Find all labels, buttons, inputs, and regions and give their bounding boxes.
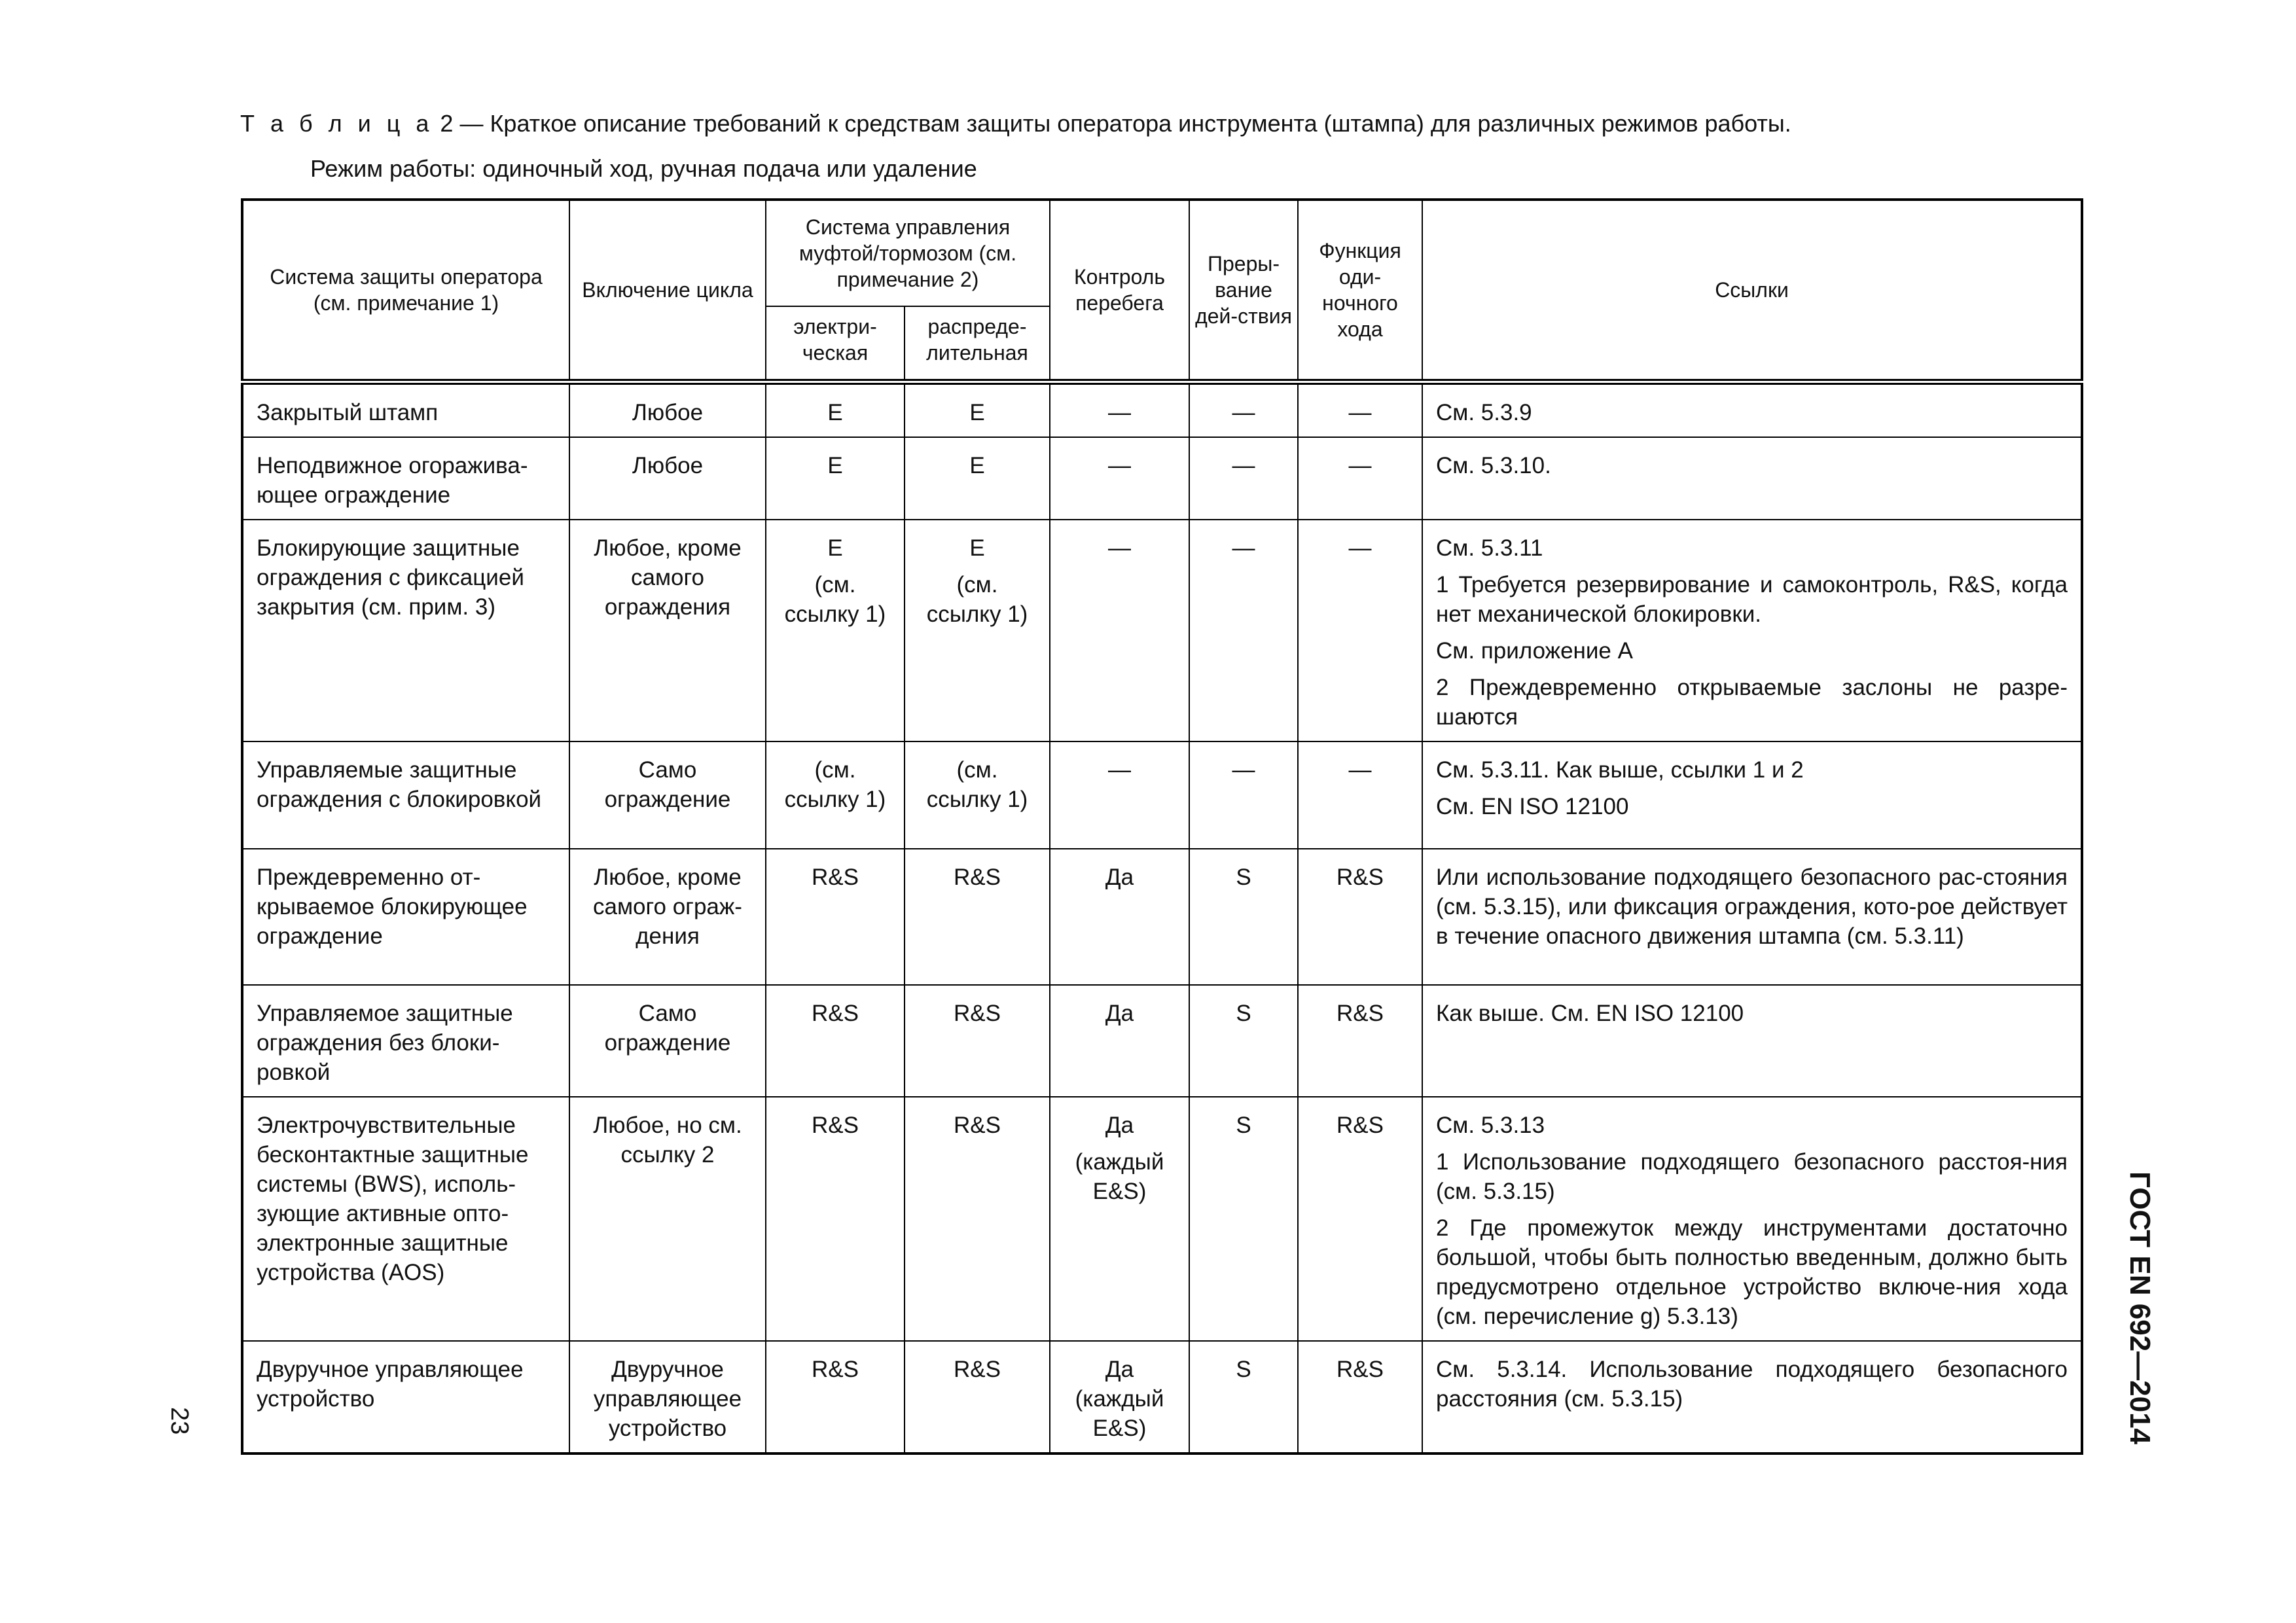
cell-distributor-line: R&S [954,1113,1001,1138]
cell-overrun [1050,382,1189,438]
table-row [242,437,2082,520]
cell-electric [766,1097,905,1341]
cell-electric-line: (см. ссылку 1) [784,572,886,627]
cell-distributor [905,985,1050,1097]
cell-interrupt: S [1189,849,1298,985]
cell-overrun-line: — [1108,400,1132,425]
cell-interrupt: — [1189,520,1298,741]
cell-cycle: Любое [569,437,766,520]
cell-distributor-line: (см. ссылку 1) [926,757,1028,812]
cell-distributor [905,1097,1050,1341]
cell-distributor-line: R&S [954,1001,1001,1026]
requirements-table [241,198,2083,1455]
header-row [242,200,2082,306]
cell-overrun-line: (каждый E&S) [1075,1149,1164,1204]
cell-distributor [905,849,1050,985]
cell-distributor [905,437,1050,520]
cell-electric [766,382,905,438]
table-row [242,849,2082,985]
cell-single-stroke: — [1298,382,1422,438]
cell-references-line: 1 Использование подходящего безопасного расстоя-ния (см. 5.3.15) [1436,1149,2068,1204]
cell-distributor-line: E [969,400,985,425]
table-body [242,382,2082,1454]
cell-references-line: См. 5.3.9 [1436,400,1532,425]
cell-references-line: См. 5.3.11 [1436,535,1543,561]
cell-references [1422,1341,2082,1454]
table-row [242,741,2082,849]
cell-distributor-line: R&S [954,1357,1001,1382]
cell-electric-line: R&S [812,865,859,890]
cell-electric-line: E [827,453,843,478]
cell-interrupt: S [1189,985,1298,1097]
cell-electric [766,741,905,849]
header-protection: Система защиты оператора (см. примечание 1) [242,200,569,382]
cell-overrun [1050,1097,1189,1341]
cell-overrun-line: Да [1105,865,1134,890]
header-cycle: Включение цикла [569,200,766,382]
cell-protection: Управляемое защитные ограждения без блоки-ровкой [242,985,569,1097]
cell-protection: Двуручное управляющее устройство [242,1341,569,1454]
cell-electric [766,985,905,1097]
cell-interrupt: S [1189,1341,1298,1454]
cell-overrun-line: Да [1105,1113,1134,1138]
cell-single-stroke: R&S [1298,1341,1422,1454]
cell-distributor-line: R&S [954,865,1001,890]
cell-references-line: 2 Преждевременно открываемые заслоны не разре-шаются [1436,675,2068,730]
cell-overrun-line: — [1108,453,1132,478]
cell-single-stroke: R&S [1298,985,1422,1097]
cell-electric-line: E [827,535,843,561]
cell-distributor [905,520,1050,741]
cell-overrun [1050,849,1189,985]
table-row [242,1341,2082,1454]
cell-single-stroke: R&S [1298,849,1422,985]
cell-protection: Блокирующие защитные ограждения с фиксацией закрытия (см. прим. 3) [242,520,569,741]
cell-references-line: Как выше. См. EN ISO 12100 [1436,1001,1744,1026]
cell-references [1422,437,2082,520]
cell-protection: Преждевременно от-крываемое блокирующее ограждение [242,849,569,985]
cell-references-line: 1 Требуется резервирование и самоконтроль, R&S, когда нет механической блокировки. [1436,572,2068,627]
cell-distributor-line: E [969,453,985,478]
cell-references-line: См. 5.3.11. Как выше, ссылки 1 и 2 [1436,757,1804,783]
cell-overrun-line: — [1108,757,1132,783]
table-row [242,1097,2082,1341]
cell-overrun [1050,1341,1189,1454]
cell-single-stroke: — [1298,741,1422,849]
cell-interrupt: — [1189,741,1298,849]
cell-interrupt: S [1189,1097,1298,1341]
table-caption-label: Т а б л и ц а [240,110,434,137]
cell-single-stroke: — [1298,520,1422,741]
cell-electric [766,849,905,985]
table-row [242,985,2082,1097]
cell-electric-line: (см. ссылку 1) [784,757,886,812]
cell-protection: Электрочувствительные бесконтактные защитные системы (BWS), исполь-зующие активные опто-электронные защитные устройства (AOS) [242,1097,569,1341]
document-code: ГОСТ EN 692—2014 [2124,1171,2156,1445]
cell-distributor-line: (см. ссылку 1) [926,572,1028,627]
cell-single-stroke: R&S [1298,1097,1422,1341]
cell-interrupt: — [1189,437,1298,520]
cell-references-line: См. 5.3.13 [1436,1113,1545,1138]
cell-references-line: Или использование подходящего безопасного рас-стояния (см. 5.3.15), или фиксация ограждения, кото-рое действует в течение опасного движения штампа (см. 5.3.11) [1436,865,2068,949]
cell-cycle: Само ограждение [569,741,766,849]
table-row [242,520,2082,741]
cell-electric [766,437,905,520]
table-caption [240,110,1791,137]
cell-protection: Неподвижное огоражива-ющее ограждение [242,437,569,520]
cell-electric [766,1341,905,1454]
table-caption-text: 2 — Краткое описание требований к средствам защиты оператора инструмента (штампа) для различных режимов работы. [440,110,1791,137]
cell-overrun [1050,985,1189,1097]
cell-distributor-line: E [969,535,985,561]
header-control: Система управления муфтой/тормозом (см. примечание 2) [766,200,1050,306]
cell-overrun [1050,741,1189,849]
cell-overrun-line: Да [1105,1001,1134,1026]
cell-cycle: Двуручное управляющее устройство [569,1341,766,1454]
header-distributor: распреде-лительная [905,306,1050,382]
cell-cycle: Любое [569,382,766,438]
cell-interrupt: — [1189,382,1298,438]
cell-cycle: Любое, но см. ссылку 2 [569,1097,766,1341]
header-interrupt: Преры-вание дей-ствия [1189,200,1298,382]
cell-distributor [905,741,1050,849]
header-overrun: Контроль перебега [1050,200,1189,382]
cell-overrun-line: Да (каждый E&S) [1075,1357,1164,1441]
cell-protection: Закрытый штамп [242,382,569,438]
cell-overrun [1050,437,1189,520]
cell-references [1422,1097,2082,1341]
cell-overrun-line: — [1108,535,1132,561]
cell-references [1422,849,2082,985]
operating-mode: Режим работы: одиночный ход, ручная подача или удаление [310,155,977,182]
header-references: Ссылки [1422,200,2082,382]
page-number: 23 [166,1407,193,1435]
cell-references [1422,741,2082,849]
header-electric: электри-ческая [766,306,905,382]
cell-electric-line: R&S [812,1113,859,1138]
cell-distributor [905,1341,1050,1454]
cell-electric-line: R&S [812,1001,859,1026]
cell-electric-line: E [827,400,843,425]
cell-references-line: См. 5.3.14. Использование подходящего безопасного расстояния (см. 5.3.15) [1436,1357,2068,1412]
cell-references-line: См. EN ISO 12100 [1436,794,1629,819]
cell-single-stroke: — [1298,437,1422,520]
cell-cycle: Любое, кроме самого ограждения [569,520,766,741]
cell-references-line: См. 5.3.10. [1436,453,1551,478]
cell-references [1422,382,2082,438]
cell-references [1422,985,2082,1097]
cell-electric-line: R&S [812,1357,859,1382]
cell-references-line: 2 Где промежуток между инструментами достаточно большой, чтобы быть полностью введенным, должно быть предусмотрено отдельное устройство включе-ния хода (см. перечисление g) 5.3.13) [1436,1215,2068,1329]
cell-references [1422,520,2082,741]
cell-distributor [905,382,1050,438]
cell-electric [766,520,905,741]
header-single-stroke: Функция оди-ночного хода [1298,200,1422,382]
table-row [242,382,2082,438]
cell-references-line: См. приложение А [1436,638,1633,664]
cell-protection: Управляемые защитные ограждения с блокировкой [242,741,569,849]
cell-cycle: Любое, кроме самого ограж-дения [569,849,766,985]
cell-overrun [1050,520,1189,741]
cell-cycle: Само ограждение [569,985,766,1097]
